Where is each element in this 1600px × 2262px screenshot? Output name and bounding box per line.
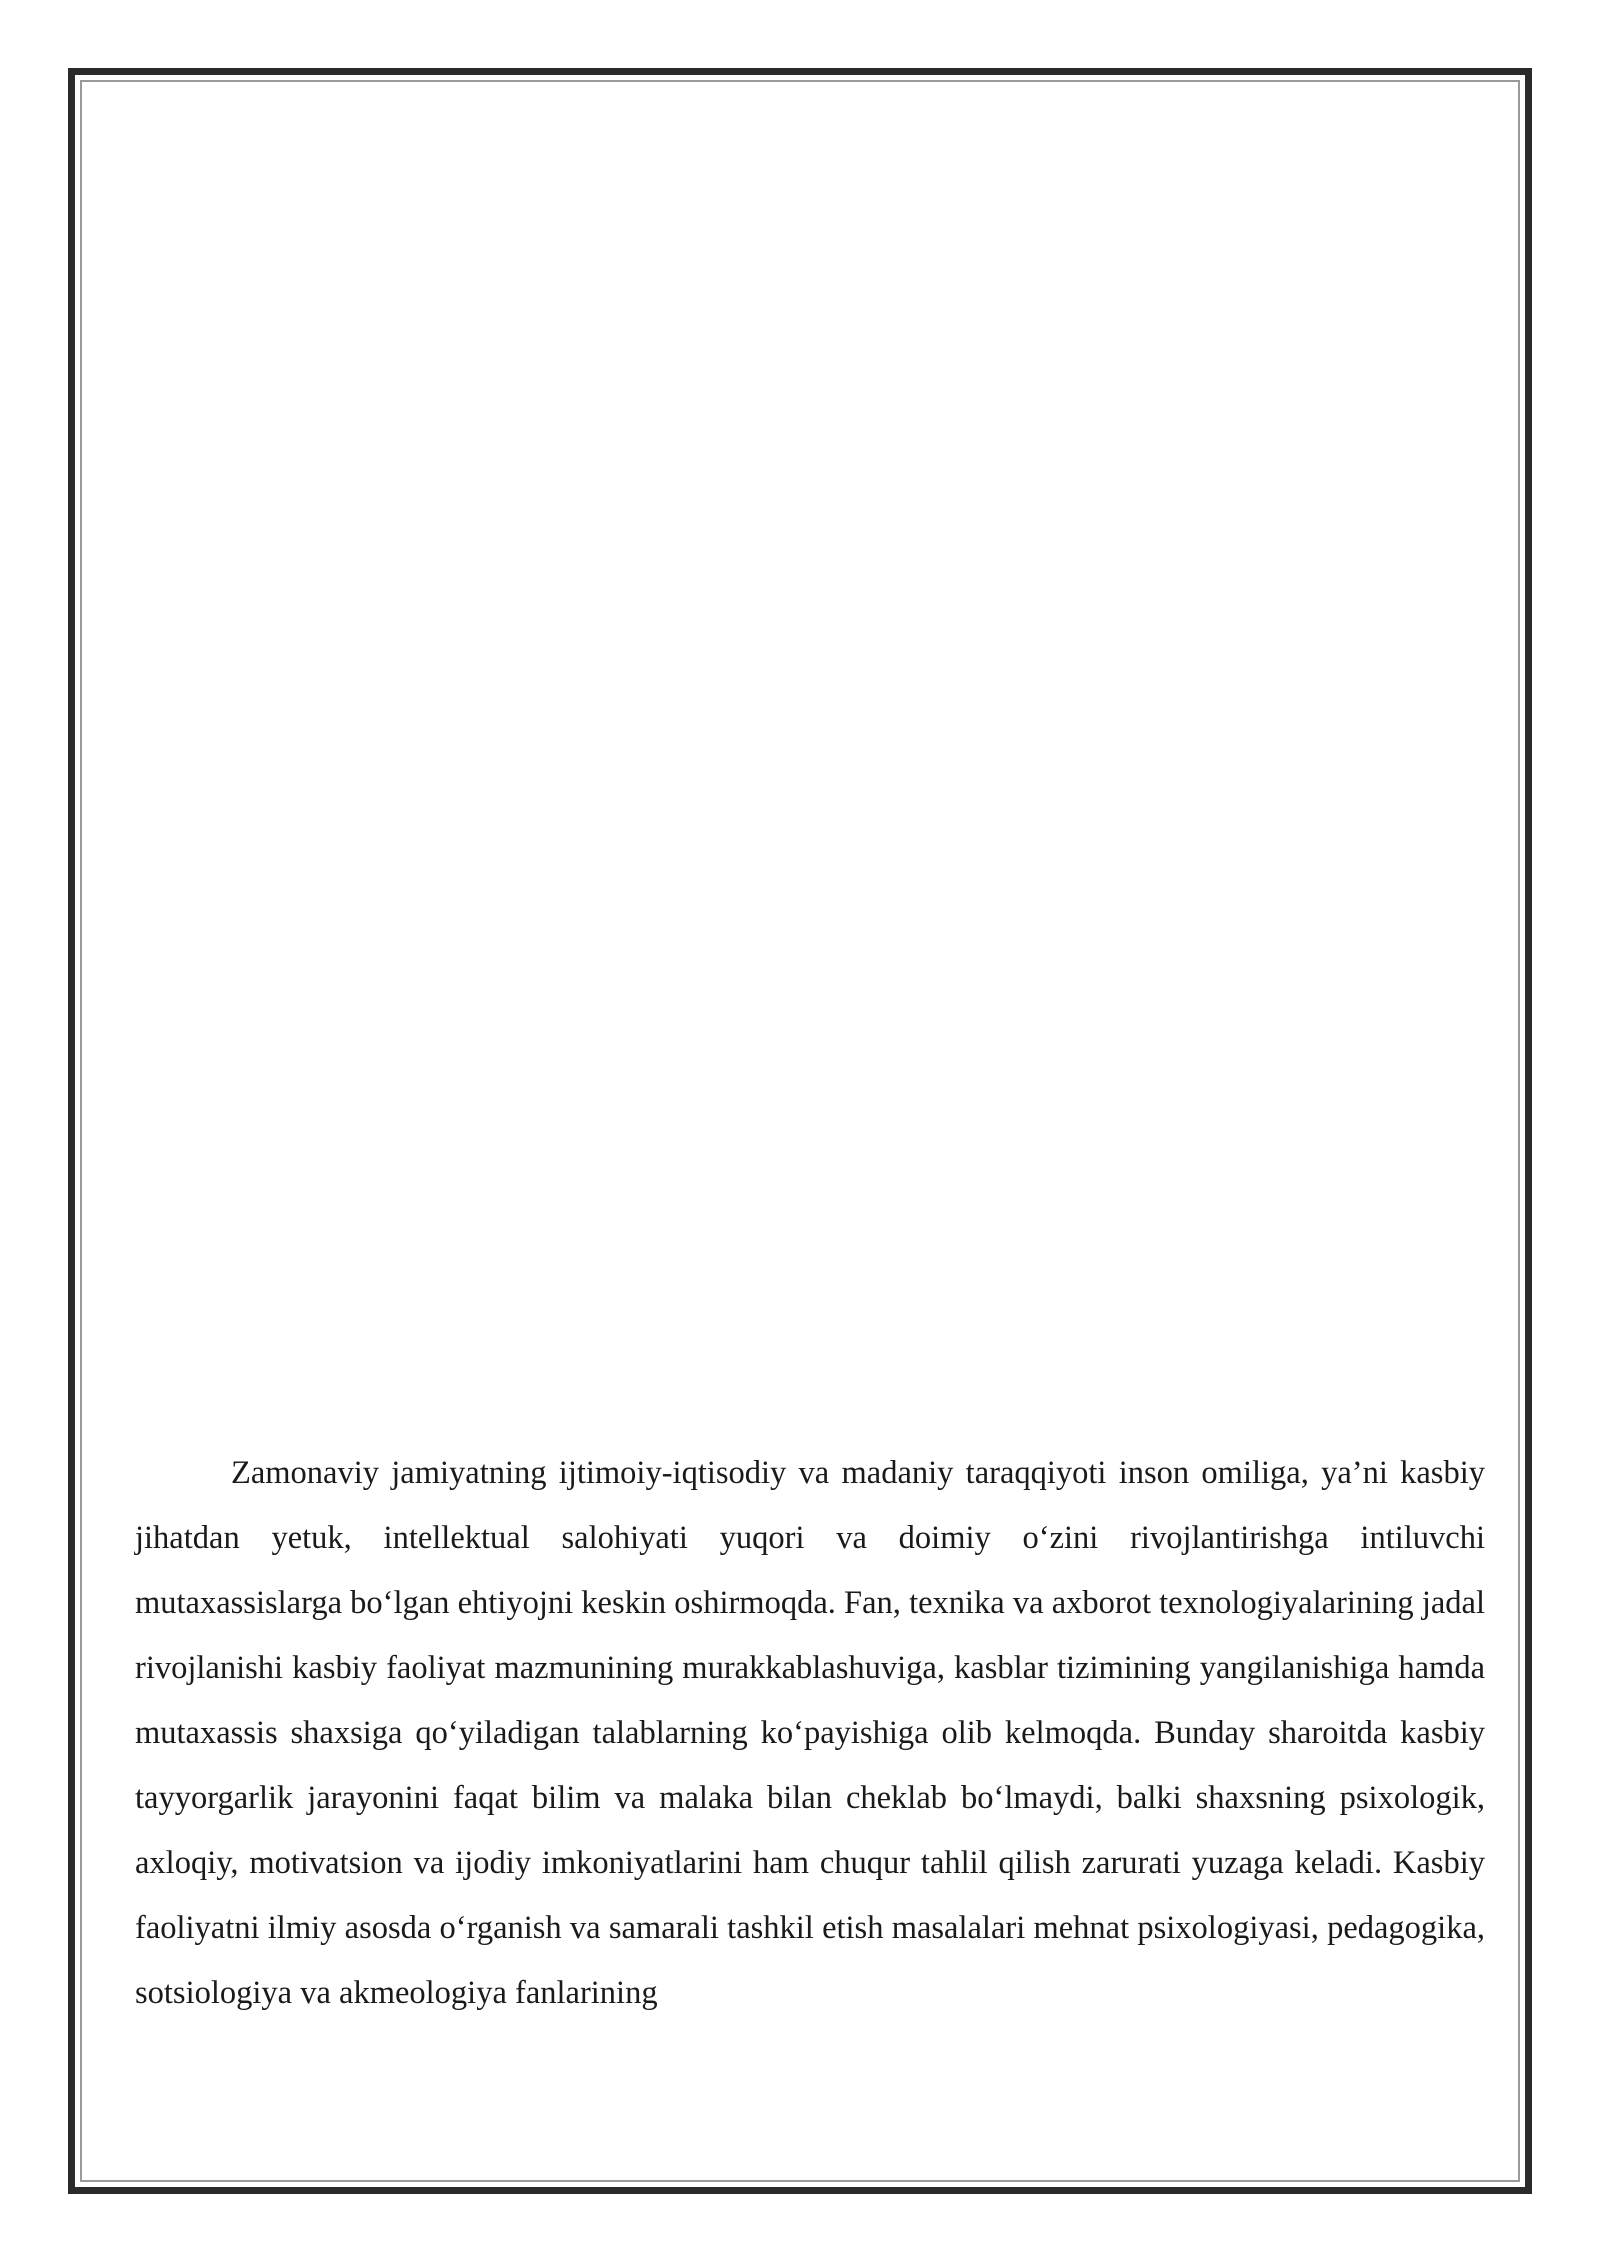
body-paragraph: Zamonaviy jamiyatning ijtimoiy-iqtisodiy va madaniy taraqqiyoti inson omiliga, ya’ni kasbiy jihatdan yetuk, intellektual salohiyati yuqori va doimiy o‘zini rivojlantirishga intiluvchi mutaxassislarga bo‘lgan ehtiyojni keskin oshirmoqda. Fan, texnika va axborot texnologiyalarining jadal rivojlanishi kasbiy faoliyat mazmunining murakkablashuviga, kasblar tizimining yangilanishiga hamda mutaxassis shaxsiga qo‘yiladigan talablarning ko‘payishiga olib kelmoqda. Bunday sharoitda kasbiy tayyorgarlik jarayonini faqat bilim va malaka bilan cheklab bo‘lmaydi, balki shaxsning psixologik, axloqiy, motivatsion va ijodiy imkoniyatlarini ham chuqur tahlil qilish zarurati yuzaga keladi. Kasbiy faoliyatni ilmiy asosda o‘rganish va samarali tashkil etish masalalari mehnat psixologiyasi, pedagogika, sotsiologiya va akmeologiya fanlarining — [135, 1455, 1485, 2011]
